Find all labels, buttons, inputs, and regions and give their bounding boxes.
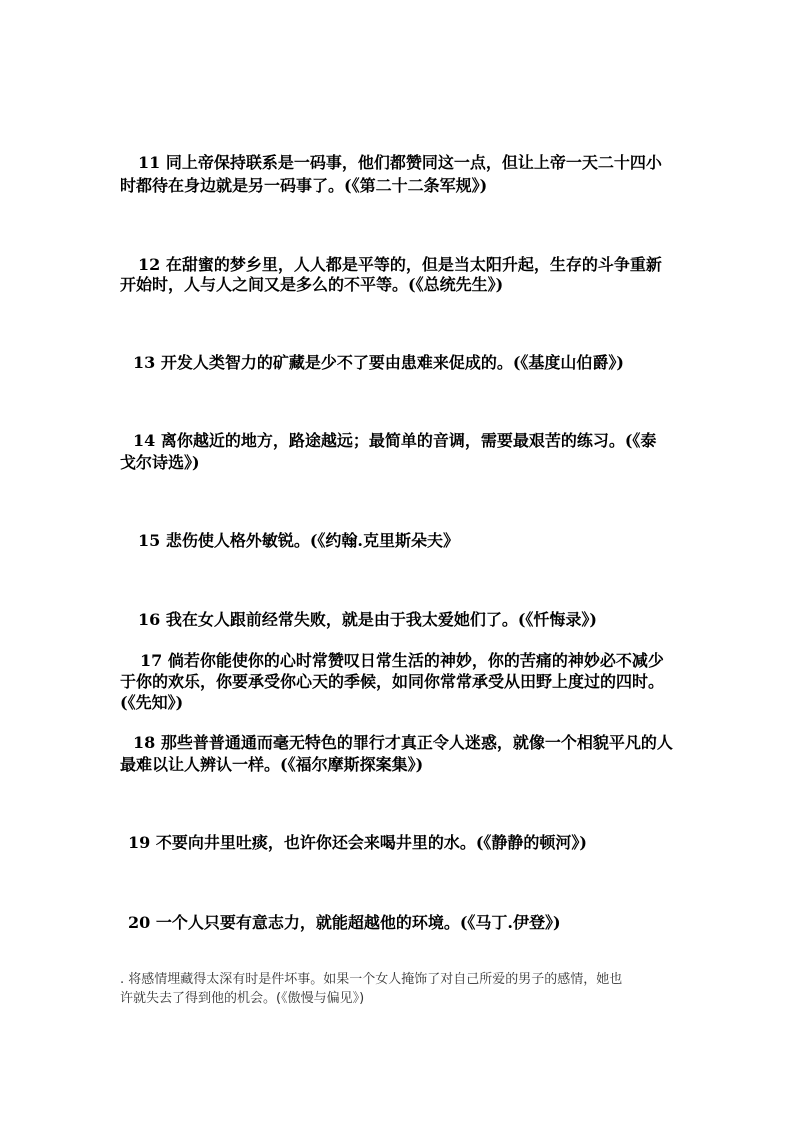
quote-line: 时都待在身边就是另一码事了。(《第二十二条军规》) [120, 176, 488, 195]
quote-line: 最难以让人辨认一样。(《福尔摩斯探案集》) [120, 755, 424, 774]
quote-line: 戈尔诗选》) [120, 453, 200, 472]
quote-line: 19 不要向井里吐痰，也许你还会来喝井里的水。(《静静的顿河》) [128, 833, 587, 852]
quote-line: (《先知》) [120, 693, 184, 712]
quote-line: 开始时，人与人之间又是多么的不平等。(《总统先生》) [120, 275, 504, 294]
quote-line: 16 我在女人跟前经常失败，就是由于我太爱她们了。(《忏悔录》) [138, 610, 597, 629]
quote-line: 20 一个人只要有意志力，就能超越他的环境。(《马丁.伊登》) [128, 913, 561, 932]
quote-line: 15 悲伤使人格外敏锐。(《约翰.克里斯朵夫》 [138, 531, 459, 550]
quote-line: 11 同上帝保持联系是一码事，他们都赞同这一点，但让上帝一天二十四小 [138, 153, 662, 172]
quote-line: 14 离你越近的地方，路途越远；最简单的音调，需要最艰苦的练习。(《泰 [133, 431, 657, 450]
quote-line: 17 倘若你能使你的心时常赞叹日常生活的神妙，你的苦痛的神妙必不减少 [140, 651, 664, 670]
note-line: 许就失去了得到他的机会。(《傲慢与偏见》) [120, 991, 365, 1006]
quote-line: 12 在甜蜜的梦乡里，人人都是平等的，但是当太阳升起，生存的斗争重新 [138, 255, 662, 274]
note-line: . 将感情埋藏得太深有时是件坏事。如果一个女人掩饰了对自己所爱的男子的感情，她也 [120, 972, 623, 987]
quote-line: 18 那些普普通通而毫无特色的罪行才真正令人迷惑，就像一个相貌平凡的人 [133, 733, 673, 752]
quote-line: 13 开发人类智力的矿藏是少不了要由患难来促成的。(《基度山伯爵》) [133, 353, 624, 372]
quote-line: 于你的欢乐，你要承受你心天的季候，如同你常常承受从田野上度过的四时。 [120, 672, 665, 691]
